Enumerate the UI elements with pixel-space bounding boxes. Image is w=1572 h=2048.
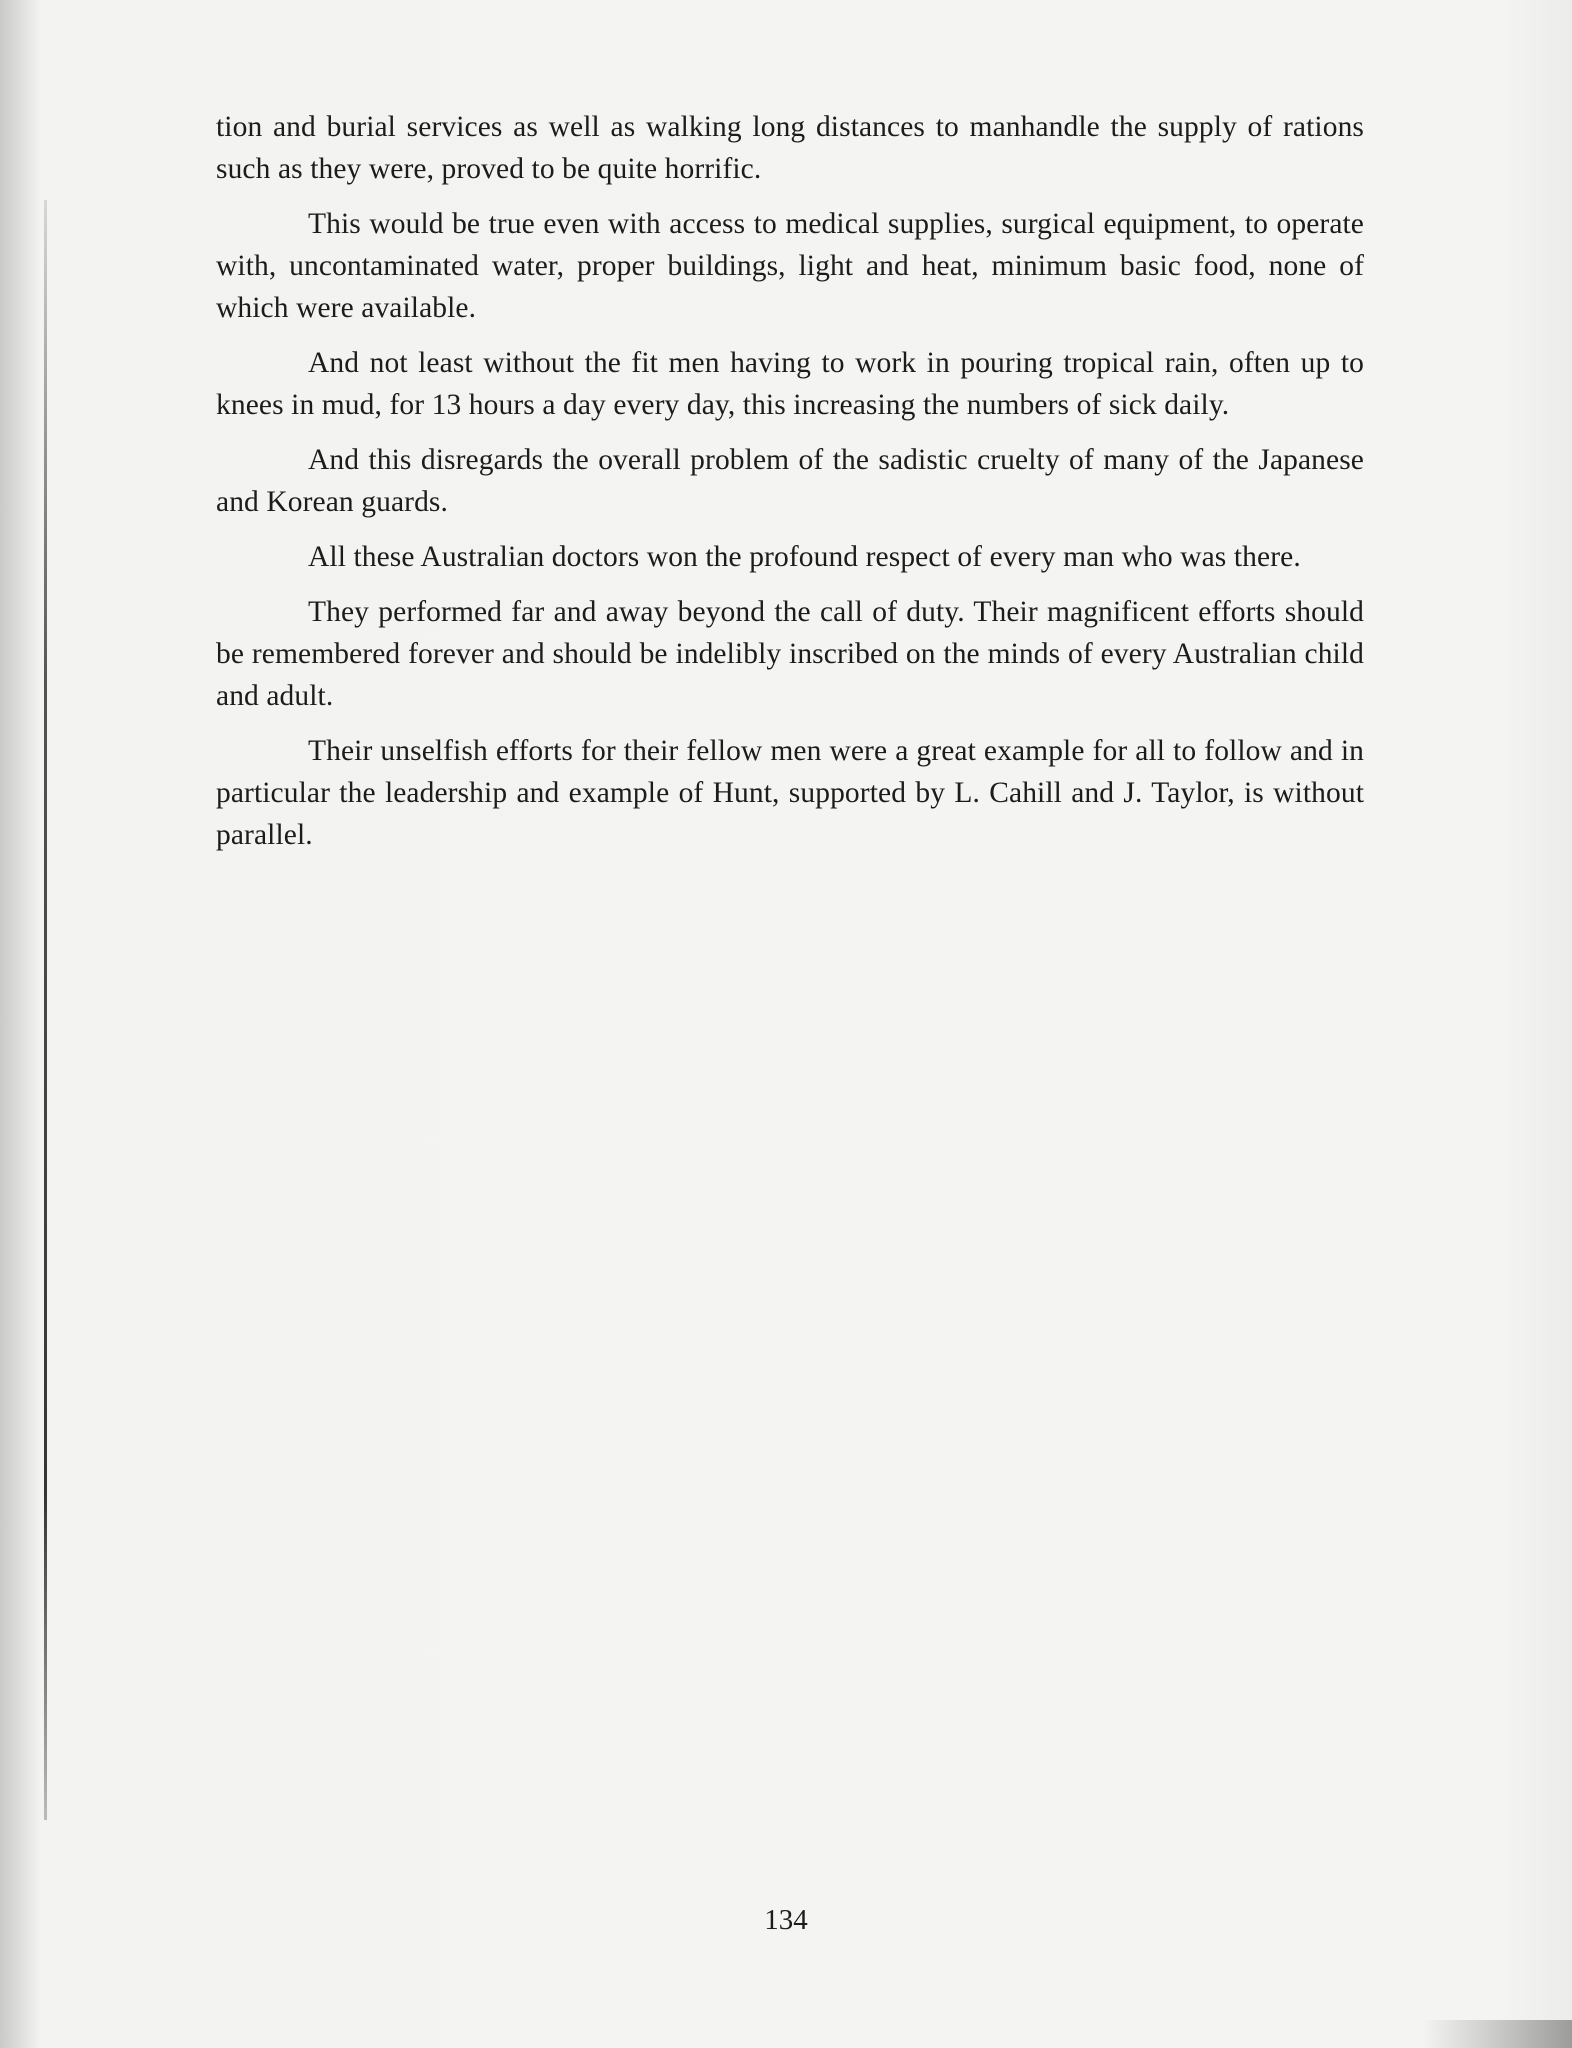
- paragraph-1: tion and burial services as well as walking long distances to manhandle the supply of rations such as they were, proved to be quite horrific.: [216, 111, 1364, 185]
- paragraph-3: And not least without the fit men having to work in pouring tropical rain, often up to knees in mud, for 13 hours a day every day, this increasing the numbers of sick daily.: [216, 347, 1364, 421]
- paragraph-6: They performed far and away beyond the call of duty. Their magnificent efforts should be remembered forever and should be indelibly inscribed on the minds of every Australian child and adult.: [216, 596, 1364, 712]
- page-corner-shadow: [1422, 2020, 1572, 2048]
- page-number: 134: [764, 1904, 808, 1936]
- binding-edge-line: [44, 200, 47, 1820]
- paragraph-7: Their unselfish efforts for their fellow men were a great example for all to follow and in particular the leadership and example of Hunt, supported by L. Cahill and J. Taylor, is without parallel.: [216, 735, 1364, 851]
- binding-shadow: [0, 0, 40, 2048]
- paragraph-2: This would be true even with access to medical supplies, surgical equipment, to operate with, uncontaminated water, proper buildings, light and heat, minimum basic food, none of which were available.: [216, 208, 1364, 324]
- paragraph-5: All these Australian doctors won the profound respect of every man who was there.: [308, 541, 1301, 573]
- body-text: [216, 106, 1364, 869]
- paragraph-4: And this disregards the overall problem of the sadistic cruelty of many of the Japanese and Korean guards.: [216, 444, 1364, 518]
